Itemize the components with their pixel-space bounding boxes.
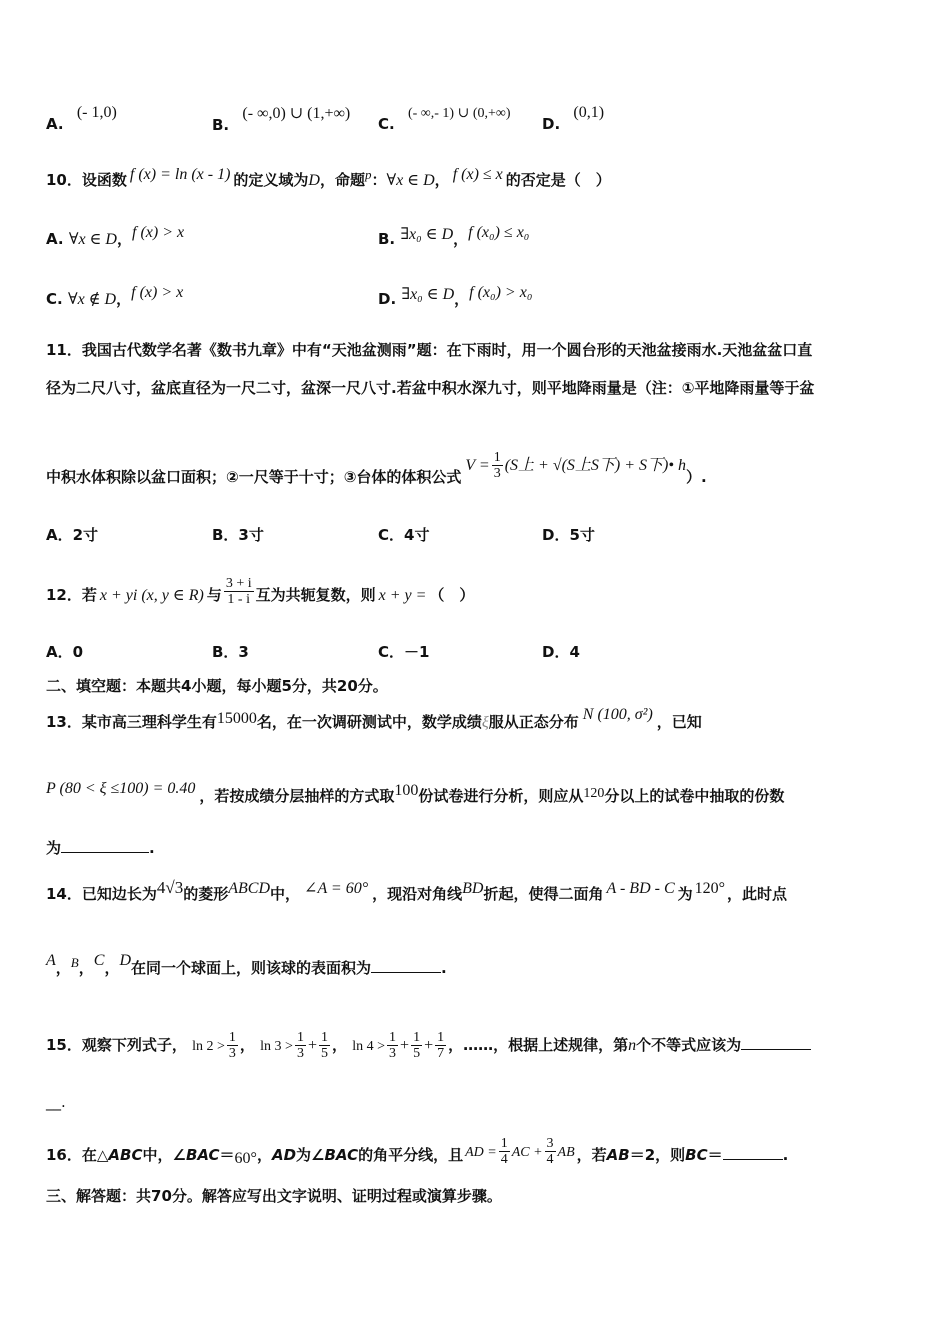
q12-stem: 12．若 x + yi (x, y ∈ R) 与 $\frac{3 + i}{1 - i}$ 互为共轭复数，则 x + y = （ ）: [46, 576, 475, 607]
q12-option-c: C．－1: [378, 643, 430, 661]
q16-answer-blank[interactable]: [723, 1159, 783, 1160]
q12-option-a: A．0: [46, 643, 84, 661]
q13-line-3: 为 .: [46, 839, 155, 857]
q12-option-d: D．4: [542, 643, 580, 661]
q9-option-b: B. (- ∞,0) ∪ (1,+∞): [212, 105, 351, 134]
q9-option-d-value: (0,1): [573, 104, 605, 121]
q11-line-3: 中积水体积除以盆口面积；②一尺等于十寸；③台体的体积公式V = $\frac{1}{3}$ (S上 + √(S上S下) + S下)• h）.: [46, 450, 707, 486]
q11-option-a: A．2寸: [46, 526, 99, 544]
q11-option-c: C．4寸: [378, 526, 430, 544]
q14-line-2: A，B，C，D在同一个球面上，则该球的表面积为 .: [46, 952, 447, 977]
q13-answer-blank[interactable]: [61, 852, 149, 853]
q16-vector-formula: AD = $\frac{1}{4}$ AC + $\frac{3}{4}$ AB: [465, 1136, 575, 1167]
q13-line-2: P (80 < ξ ≤100) = 0.40 ，若按成绩分层抽样的方式取100份试卷进行分析，则应从120分以上的试卷中抽取的份数: [46, 780, 785, 805]
q15-line-1: 15．观察下列式子， ln 2 > $\frac{1}{3}$ ， ln 3 > $\frac{1}{3}$ + $\frac{1}{5}$ ， ln 4 > $\frac{1}{3}$ + $\frac{1}{5}$ + $\frac{1}{7}$ ，……，根据上述规律，第n个不等式应该为: [46, 1030, 811, 1061]
q9-option-a-value: (- 1,0): [76, 104, 117, 121]
q9-option-d: D. (0,1): [542, 104, 605, 133]
q9-option-a: A. (- 1,0): [46, 104, 117, 133]
q11-line-2: 径为二尺八寸，盆底直径为一尺二寸，盆深一尺八寸.若盆中积水深九寸，则平地降雨量是（注：①平地降雨量等于盆: [46, 379, 815, 397]
q11-formula: V = $\frac{1}{3}$ (S上 + √(S上S下) + S下)• h: [465, 450, 686, 481]
q11-line-1: 11．我国古代数学名著《数书九章》中有“天池盆测雨”题：在下雨时，用一个圆台形的天池盆接雨水.天池盆盆口直: [46, 341, 813, 359]
q15-line-2: __.: [46, 1093, 66, 1111]
q10-stem: 10．设函数 f (x) = ln (x - 1) 的定义域为D，命题p：∀x ∈ D， f (x) ≤ x 的否定是（ ）: [46, 166, 611, 189]
q9-option-c: C. (- ∞,- 1) ∪ (0,+∞): [378, 106, 511, 133]
q12-option-b: B．3: [212, 643, 249, 661]
section-2-heading: 二、填空题：本题共4小题，每小题5分，共20分。: [46, 677, 388, 695]
q13-line-1: 13．某市高三理科学生有15000名，在一次调研测试中，数学成绩ξ服从正态分布 N (100, σ²) ，已知: [46, 706, 702, 731]
q15-answer-blank[interactable]: [741, 1049, 811, 1050]
q11-option-d: D．5寸: [542, 526, 595, 544]
q10-option-c: C. ∀x ∉ D，f (x) > x: [46, 284, 184, 308]
q11-option-b: B．3寸: [212, 526, 264, 544]
q10-option-d: D. ∃x₀ ∈ D，f (x₀) > x₀: [378, 284, 533, 308]
q14-line-1: 14．已知边长为4√3的菱形ABCD中， ∠A = 60° ，现沿对角线BD折起，使得二面角 A - BD - C 为 120° ，此时点: [46, 878, 788, 903]
q14-answer-blank[interactable]: [371, 972, 441, 973]
q16-stem: 16．在△ABC中，∠BAC＝60°，AD为∠BAC的角平分线，且 AD = $\frac{1}{4}$ AC + $\frac{3}{4}$ AB ，若AB＝2，则BC＝ .: [46, 1136, 789, 1167]
section-3-heading: 三、解答题：共70分。解答应写出文字说明、证明过程或演算步骤。: [46, 1187, 502, 1205]
q9-option-b-value: (- ∞,0) ∪ (1,+∞): [242, 105, 351, 122]
q9-option-c-value: (- ∞,- 1) ∪ (0,+∞): [407, 106, 511, 121]
q10-option-b: B. ∃x₀ ∈ D，f (x₀) ≤ x₀: [378, 224, 530, 248]
q10-option-a: A. ∀x ∈ D，f (x) > x: [46, 224, 185, 248]
